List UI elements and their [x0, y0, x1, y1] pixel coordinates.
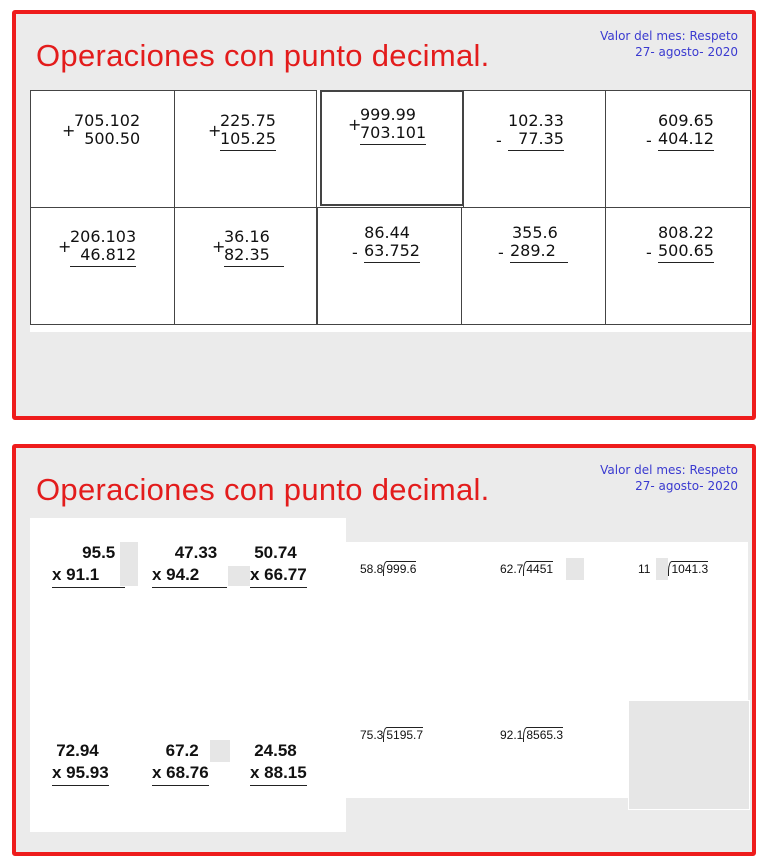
- division-problem: 11 1041.3: [638, 562, 709, 576]
- multiplication-problem: 47.33 x 94.2: [152, 542, 227, 588]
- multiplication-problem: 67.2 x 68.76: [152, 740, 209, 786]
- valor-del-mes: [600, 462, 738, 494]
- multiplication-problem: 50.74 x 66.77: [250, 542, 307, 588]
- problem-grid: [30, 90, 752, 332]
- addition-problem: + 705.102 500.50: [62, 111, 141, 148]
- slide-title: Operaciones con punto decimal.: [36, 472, 490, 507]
- gray-patch: [120, 542, 138, 586]
- slide-addition-subtraction: [12, 10, 756, 420]
- multiplication-problem: 95.5 x 91.1: [52, 542, 125, 588]
- valor-del-mes: [600, 28, 738, 60]
- multiplication-panel: [30, 518, 346, 832]
- division-problem: 62.7 4451: [500, 562, 554, 576]
- valor-line: Valor del mes: Respeto: [600, 29, 738, 43]
- gray-patch: [210, 740, 230, 762]
- gray-patch: [566, 558, 584, 580]
- slide-multiplication-division: [12, 444, 756, 856]
- date-line: 27- agosto- 2020: [635, 479, 738, 493]
- slide-title: Operaciones con punto decimal.: [36, 38, 490, 73]
- addition-problem: + 36.16 82.35: [224, 228, 284, 267]
- subtraction-problem: - 355.6 289.2: [510, 224, 568, 263]
- division-problem: 92.1 8565.3: [500, 728, 564, 742]
- multiplication-problem: 24.58 x 88.15: [250, 740, 307, 786]
- date-line: 27- agosto- 2020: [635, 45, 738, 59]
- multiplication-problem: 72.94 x 95.93: [52, 740, 109, 786]
- gray-patch: [228, 566, 250, 586]
- subtraction-problem: - 86.44 63.752: [352, 223, 420, 262]
- subtraction-problem: - 609.65 404.12: [646, 111, 714, 150]
- addition-problem: + 206.103 46.812: [70, 228, 136, 267]
- subtraction-problem: - 102.33 77.35: [496, 111, 564, 150]
- division-problem: 75.3 5195.7: [360, 728, 424, 742]
- division-problem: 58.8 999.6: [360, 562, 417, 576]
- gray-patch: [628, 700, 750, 810]
- subtraction-problem: - 808.22 500.65: [646, 223, 714, 262]
- addition-problem: + 225.75 105.25: [220, 112, 276, 151]
- addition-problem: + 999.99 703.101: [360, 106, 426, 145]
- gray-patch: [656, 558, 668, 580]
- valor-line: Valor del mes: Respeto: [600, 463, 738, 477]
